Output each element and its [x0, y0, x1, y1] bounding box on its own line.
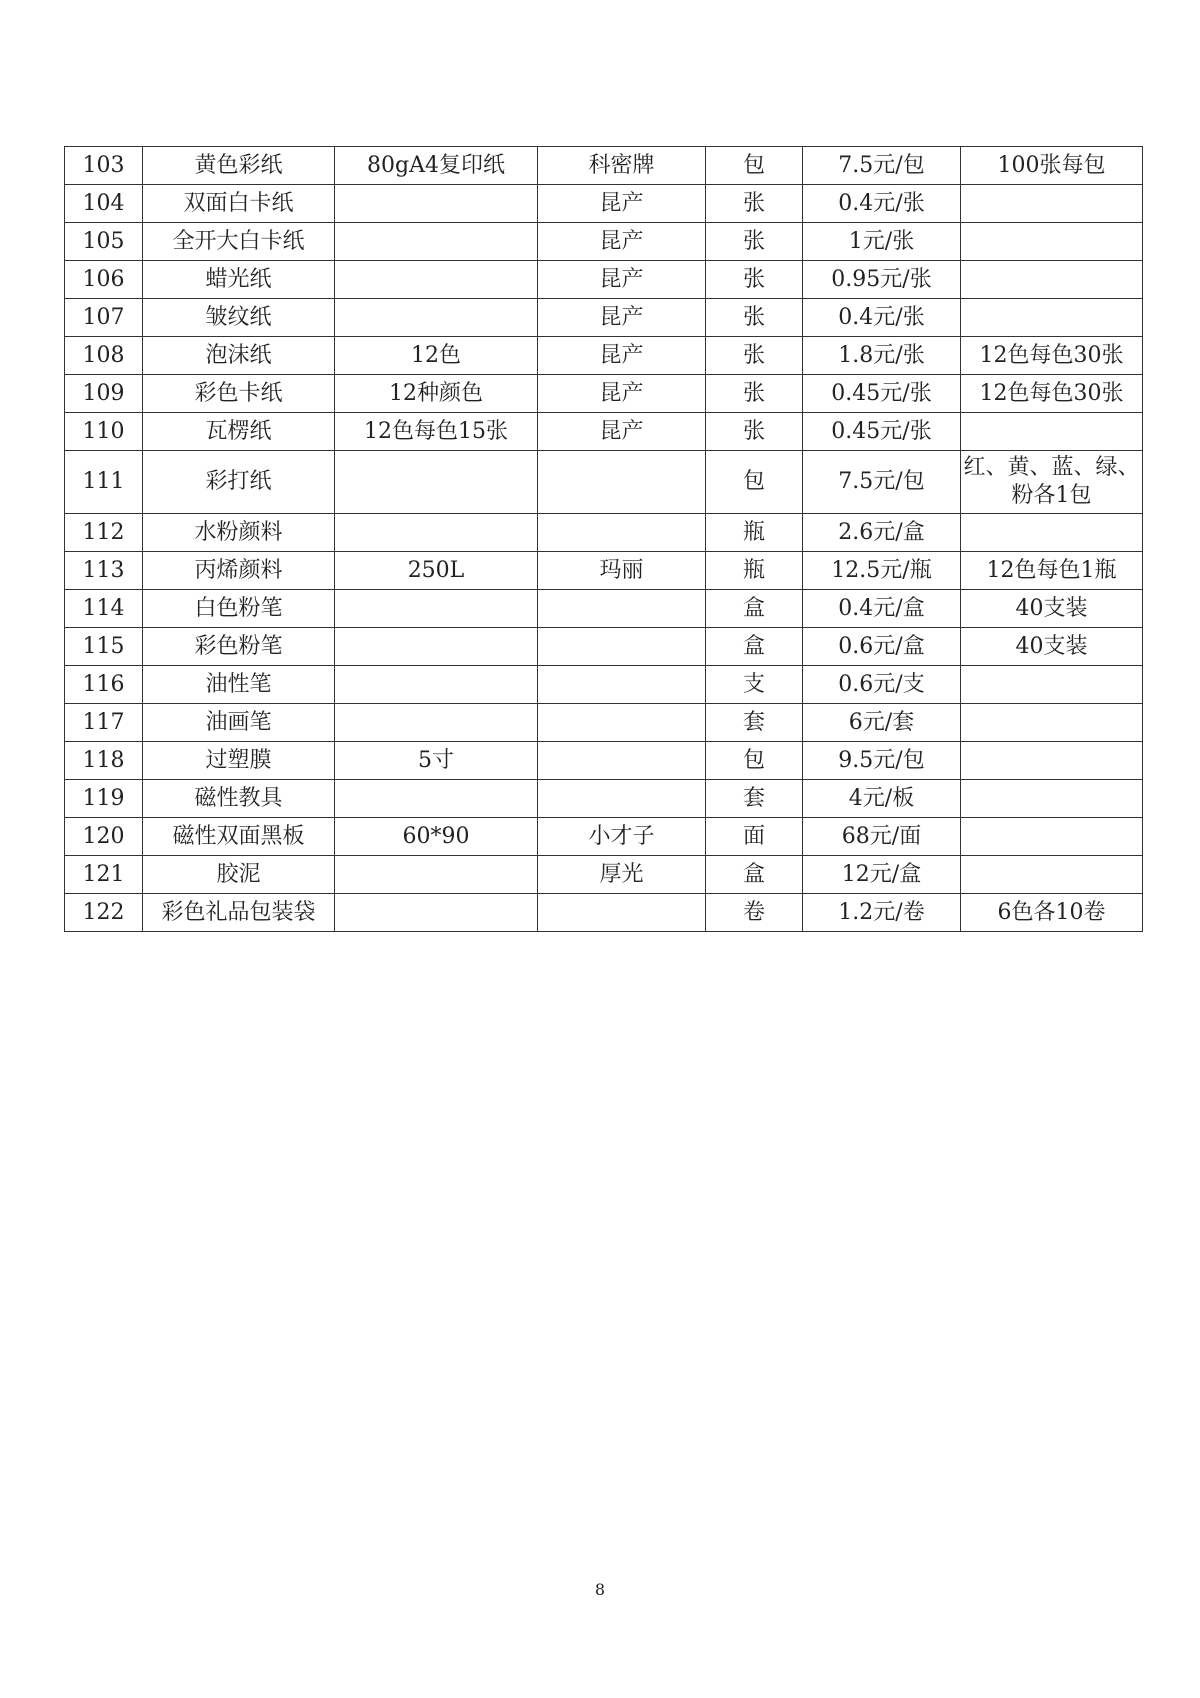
remark-cell: 6色各10卷 [961, 894, 1143, 932]
item-number-cell: 115 [65, 628, 143, 666]
unit-cell: 瓶 [706, 552, 803, 590]
unit-price-cell: 7.5元/包 [803, 147, 961, 185]
brand-cell [538, 780, 706, 818]
page-number: 8 [594, 1580, 606, 1599]
table-row [65, 185, 1143, 223]
table-row [65, 147, 1143, 185]
remark-cell: 100张每包 [961, 147, 1143, 185]
table-row [65, 337, 1143, 375]
item-number-cell: 107 [65, 299, 143, 337]
unit-cell: 包 [706, 742, 803, 780]
remark-cell: 12色每色30张 [961, 375, 1143, 413]
item-number-cell: 116 [65, 666, 143, 704]
unit-cell: 瓶 [706, 514, 803, 552]
remark-cell [961, 780, 1143, 818]
item-name-cell: 瓦楞纸 [143, 413, 335, 451]
unit-price-cell: 0.6元/盒 [803, 628, 961, 666]
item-name-cell: 丙烯颜料 [143, 552, 335, 590]
table-row [65, 666, 1143, 704]
item-name-cell: 彩打纸 [143, 451, 335, 514]
remark-cell [961, 704, 1143, 742]
item-name-cell: 泡沫纸 [143, 337, 335, 375]
item-number-cell: 119 [65, 780, 143, 818]
item-name-cell: 水粉颜料 [143, 514, 335, 552]
spec-cell: 60*90 [335, 818, 538, 856]
item-name-cell: 磁性双面黑板 [143, 818, 335, 856]
remark-cell: 12色每色1瓶 [961, 552, 1143, 590]
table-row [65, 894, 1143, 932]
unit-cell: 盒 [706, 628, 803, 666]
remark-cell [961, 299, 1143, 337]
item-name-cell: 油性笔 [143, 666, 335, 704]
unit-cell: 张 [706, 185, 803, 223]
unit-cell: 张 [706, 299, 803, 337]
spec-cell [335, 666, 538, 704]
brand-cell: 昆产 [538, 413, 706, 451]
unit-price-cell: 0.4元/盒 [803, 590, 961, 628]
remark-cell [961, 223, 1143, 261]
brand-cell: 小才子 [538, 818, 706, 856]
item-name-cell: 黄色彩纸 [143, 147, 335, 185]
brand-cell [538, 666, 706, 704]
supply-price-table [64, 146, 1143, 932]
unit-cell: 包 [706, 147, 803, 185]
item-name-cell: 胶泥 [143, 856, 335, 894]
unit-cell: 张 [706, 413, 803, 451]
remark-cell [961, 261, 1143, 299]
brand-cell: 昆产 [538, 185, 706, 223]
brand-cell: 昆产 [538, 299, 706, 337]
unit-cell: 张 [706, 223, 803, 261]
brand-cell [538, 742, 706, 780]
brand-cell [538, 628, 706, 666]
unit-cell: 包 [706, 451, 803, 514]
item-number-cell: 111 [65, 451, 143, 514]
item-number-cell: 114 [65, 590, 143, 628]
table-row [65, 704, 1143, 742]
item-number-cell: 121 [65, 856, 143, 894]
remark-cell [961, 742, 1143, 780]
brand-cell: 厚光 [538, 856, 706, 894]
table-row [65, 375, 1143, 413]
unit-price-cell: 0.45元/张 [803, 375, 961, 413]
spec-cell: 12色 [335, 337, 538, 375]
unit-price-cell: 0.4元/张 [803, 299, 961, 337]
brand-cell: 昆产 [538, 375, 706, 413]
item-name-cell: 彩色卡纸 [143, 375, 335, 413]
unit-price-cell: 7.5元/包 [803, 451, 961, 514]
spec-cell [335, 704, 538, 742]
spec-cell [335, 261, 538, 299]
unit-cell: 张 [706, 375, 803, 413]
remark-cell: 红、黄、蓝、绿、粉各1包 [961, 451, 1143, 514]
brand-cell: 科密牌 [538, 147, 706, 185]
item-name-cell: 油画笔 [143, 704, 335, 742]
spec-cell: 80gA4复印纸 [335, 147, 538, 185]
unit-price-cell: 0.45元/张 [803, 413, 961, 451]
unit-price-cell: 0.4元/张 [803, 185, 961, 223]
item-name-cell: 彩色礼品包装袋 [143, 894, 335, 932]
unit-price-cell: 2.6元/盒 [803, 514, 961, 552]
brand-cell: 昆产 [538, 261, 706, 299]
table-row [65, 818, 1143, 856]
remark-cell [961, 856, 1143, 894]
brand-cell: 昆产 [538, 223, 706, 261]
item-name-cell: 蜡光纸 [143, 261, 335, 299]
item-number-cell: 112 [65, 514, 143, 552]
item-number-cell: 105 [65, 223, 143, 261]
item-number-cell: 106 [65, 261, 143, 299]
item-number-cell: 109 [65, 375, 143, 413]
brand-cell [538, 894, 706, 932]
item-number-cell: 103 [65, 147, 143, 185]
table-row [65, 413, 1143, 451]
spec-cell [335, 590, 538, 628]
table-row [65, 552, 1143, 590]
item-name-cell: 彩色粉笔 [143, 628, 335, 666]
brand-cell [538, 451, 706, 514]
table-row [65, 590, 1143, 628]
brand-cell [538, 514, 706, 552]
remark-cell: 12色每色30张 [961, 337, 1143, 375]
remark-cell [961, 818, 1143, 856]
remark-cell [961, 514, 1143, 552]
remark-cell: 40支装 [961, 590, 1143, 628]
unit-cell: 盒 [706, 590, 803, 628]
item-name-cell: 双面白卡纸 [143, 185, 335, 223]
item-number-cell: 118 [65, 742, 143, 780]
table-row [65, 856, 1143, 894]
spec-cell [335, 451, 538, 514]
item-number-cell: 120 [65, 818, 143, 856]
unit-price-cell: 68元/面 [803, 818, 961, 856]
remark-cell: 40支装 [961, 628, 1143, 666]
spec-cell: 5寸 [335, 742, 538, 780]
unit-cell: 支 [706, 666, 803, 704]
table-row [65, 514, 1143, 552]
brand-cell [538, 590, 706, 628]
spec-cell [335, 780, 538, 818]
table-row [65, 261, 1143, 299]
item-number-cell: 117 [65, 704, 143, 742]
spec-cell: 250L [335, 552, 538, 590]
item-name-cell: 磁性教具 [143, 780, 335, 818]
item-number-cell: 108 [65, 337, 143, 375]
remark-cell [961, 413, 1143, 451]
table-row [65, 223, 1143, 261]
spec-cell [335, 628, 538, 666]
item-name-cell: 皱纹纸 [143, 299, 335, 337]
spec-cell [335, 185, 538, 223]
spec-cell [335, 894, 538, 932]
remark-cell [961, 666, 1143, 704]
brand-cell: 玛丽 [538, 552, 706, 590]
item-name-cell: 白色粉笔 [143, 590, 335, 628]
unit-price-cell: 12元/盒 [803, 856, 961, 894]
item-name-cell: 过塑膜 [143, 742, 335, 780]
table-row [65, 451, 1143, 514]
table-row [65, 742, 1143, 780]
unit-price-cell: 0.6元/支 [803, 666, 961, 704]
item-number-cell: 104 [65, 185, 143, 223]
unit-cell: 套 [706, 704, 803, 742]
item-name-cell: 全开大白卡纸 [143, 223, 335, 261]
unit-price-cell: 1.2元/卷 [803, 894, 961, 932]
unit-price-cell: 1.8元/张 [803, 337, 961, 375]
brand-cell [538, 704, 706, 742]
unit-cell: 盒 [706, 856, 803, 894]
unit-cell: 卷 [706, 894, 803, 932]
item-number-cell: 122 [65, 894, 143, 932]
spec-cell [335, 223, 538, 261]
table-row [65, 299, 1143, 337]
unit-price-cell: 0.95元/张 [803, 261, 961, 299]
spec-cell [335, 856, 538, 894]
table-row [65, 780, 1143, 818]
table-row [65, 628, 1143, 666]
unit-cell: 面 [706, 818, 803, 856]
spec-cell: 12种颜色 [335, 375, 538, 413]
spec-cell [335, 299, 538, 337]
brand-cell: 昆产 [538, 337, 706, 375]
remark-cell [961, 185, 1143, 223]
unit-price-cell: 4元/板 [803, 780, 961, 818]
unit-cell: 套 [706, 780, 803, 818]
unit-price-cell: 1元/张 [803, 223, 961, 261]
unit-price-cell: 6元/套 [803, 704, 961, 742]
spec-cell [335, 514, 538, 552]
unit-cell: 张 [706, 337, 803, 375]
unit-price-cell: 9.5元/包 [803, 742, 961, 780]
unit-cell: 张 [706, 261, 803, 299]
spec-cell: 12色每色15张 [335, 413, 538, 451]
item-number-cell: 110 [65, 413, 143, 451]
item-number-cell: 113 [65, 552, 143, 590]
unit-price-cell: 12.5元/瓶 [803, 552, 961, 590]
